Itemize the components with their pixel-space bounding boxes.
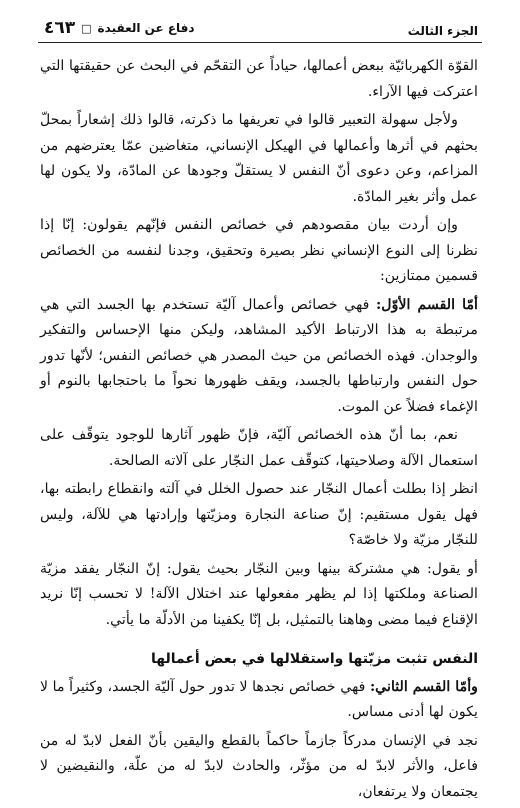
section-label: أمّا القسم الأوّل: (376, 296, 478, 313)
paragraph-second-section (40, 675, 478, 726)
page-number: ٤٦٣ (44, 18, 76, 38)
paragraph: القوّة الكهربائيّة ببعض أعمالها، حياداً عن التقحّم في البحث عن حقيقتها التي اعتركت فيها الآراء. (40, 58, 478, 100)
paragraph: وإن أردت بيان مقصودهم في خصائص النفس فإنّهم يقولون: إنّا إذا نظرنا إلى النوع الإنساني نظر بصيرة وتحقيق، وجدنا لنفسه من الخصائص قسمين ممتازين: (40, 217, 478, 284)
paragraph-first-section (40, 293, 478, 421)
paragraph: نجد في الإنسان مدركاً جازماً حاكماً بالقطع واليقين بأنّ الفعل لابدّ له من فاعل، والأثر لابدّ له من مؤثّر، والحادث لابدّ له من علّة، والنقيضين لا يجتمعان ولا يرتفعان، (40, 732, 478, 800)
running-header-chapter: الجزء الثالث (407, 24, 478, 38)
running-header-title (44, 18, 195, 38)
paragraph: نعم، بما أنّ هذه الخصائص آليّة، فإنّ ظهور آثارها للوجود يتوقّف على استعمال الآلة وصلاحيتها، كتوقّف عمل النجّار على آلاته الصالحة. (40, 427, 478, 469)
separator-square-icon: □ (81, 21, 92, 35)
paragraph: ولأجل سهولة التعبير قالوا في تعريفها ما ذكرته، قالوا ذلك إشعاراً بمحلّ بحثهم في أثرها وأعمالها في الهيكل الإنساني، متغاضين عمّا يعترضهم من المزاعم، وعن دعوى أنّ النفس لا يستقلّ وجودها عن المادّة، ولا يكون لها عمل وأثر بغير المادّة. (40, 112, 478, 205)
book-title: دفاع عن العقيدة (97, 21, 195, 35)
paragraph-text: فهي خصائص وأعمال آليّة تستخدم بها الجسد التي هي مرتبطة به هذا الارتباط الأكيد المشاهد، وليكن منها الإحساس والتفكير والوجدان. فهذه الخصائص من حيث المصدر هي خصائص النفس؛ لأنّها تدور حول النفس وارتباطها بالجسد، ويقف ظهورها نحواً ما باحتجابها بالنوم أو الإغماء فضلاً عن الموت. (40, 296, 478, 415)
section-label: وأمّا القسم الثاني: (369, 678, 479, 695)
paragraph: انظر إذا بطلت أعمال النجّار عند حصول الخلل في آلته وانقطاع رابطته بها، فهل يقول مستقيم: إنّ صناعة النجارة ومزيّتها وإرادتها هي للآلة، وليس للنجّار مزيّة ولا خاصّة؟ (40, 481, 478, 548)
header-rule (38, 42, 482, 43)
page-header (44, 10, 478, 38)
page-body (40, 54, 478, 808)
paragraph-text: فهي خصائص نجدها لا تدور حول آليّة الجسد، وكثيراً ما لا يكون لها أدنى مساس. (40, 678, 478, 720)
paragraph: أو يقول: هي مشتركة بينها وبين النجّار بحيث يقول: إنّ النجّار يفقد مزيّة الصناعة وملكتها إذا لم يظهر مفعولها عند اختلال الآلة! لا تحسب إنّا نريد الإقناع فيما مضى وهاهنا بالتمثيل، بل إنّا يكفينا من الأدلّة ما يأتي. (40, 560, 478, 628)
section-heading: النفس تثبت مزيّتها واستقلالها في بعض أعمالها (150, 651, 478, 667)
